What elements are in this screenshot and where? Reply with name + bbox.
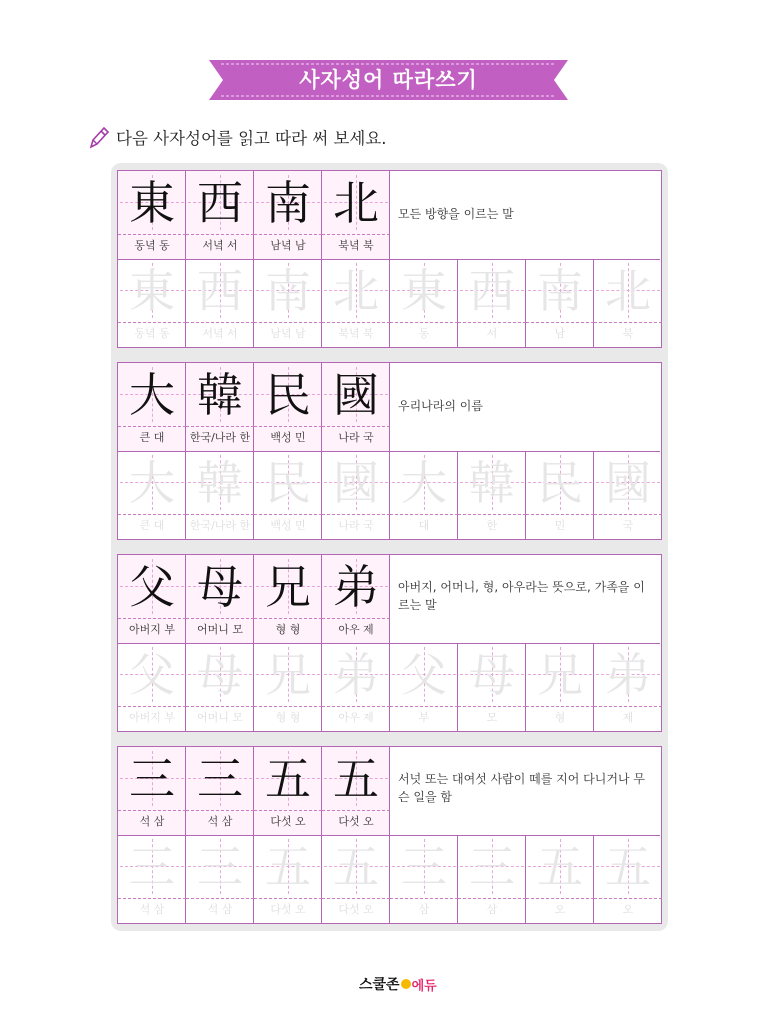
hanja-reading: 석 삼 [207, 815, 233, 828]
trace-reading: 한국/나라 한 [189, 519, 251, 532]
model-cell [322, 747, 390, 835]
trace-cell[interactable] [186, 451, 254, 539]
model-row [118, 747, 660, 836]
trace-row [118, 835, 660, 923]
trace-char: 國 [333, 456, 379, 510]
trace-cell[interactable] [118, 259, 186, 347]
hanja-char: 東 [129, 176, 175, 230]
trace-char: 父 [401, 648, 447, 702]
trace-cell[interactable] [186, 835, 254, 923]
trace-char: 父 [129, 648, 175, 702]
hanja-reading: 한국/나라 한 [189, 431, 251, 444]
model-row [118, 171, 660, 260]
trace-cell[interactable] [458, 643, 526, 731]
hanja-reading: 아우 제 [338, 623, 374, 636]
trace-hint: 국 [622, 519, 634, 532]
trace-char: 南 [537, 264, 583, 318]
trace-char: 國 [605, 456, 651, 510]
trace-hint: 부 [418, 711, 430, 724]
trace-cell[interactable] [390, 643, 458, 731]
trace-reading: 서녘 서 [202, 327, 238, 340]
trace-char: 大 [129, 456, 175, 510]
trace-char: 東 [129, 264, 175, 318]
idiom-block-4 [117, 746, 662, 924]
trace-cell[interactable] [186, 643, 254, 731]
trace-cell[interactable] [390, 451, 458, 539]
trace-cell[interactable] [118, 451, 186, 539]
trace-cell[interactable] [186, 259, 254, 347]
trace-cell[interactable] [458, 835, 526, 923]
trace-reading: 큰 대 [139, 519, 165, 532]
trace-cell[interactable] [526, 835, 594, 923]
trace-hint: 모 [486, 711, 498, 724]
trace-char: 東 [401, 264, 447, 318]
model-cell [186, 555, 254, 643]
pencil-icon [88, 125, 110, 149]
model-cell [322, 363, 390, 451]
trace-hint: 남 [554, 327, 566, 340]
trace-cell[interactable] [458, 451, 526, 539]
hanja-reading: 형 형 [275, 623, 301, 636]
logo-text-right: 에듀 [411, 978, 437, 994]
trace-char: 五 [537, 840, 583, 894]
model-cell [254, 747, 322, 835]
hanja-reading: 남녘 남 [270, 239, 306, 252]
trace-hint: 삼 [418, 903, 430, 916]
hanja-reading: 다섯 오 [338, 815, 374, 828]
idiom-meaning: 아버지, 어머니, 형, 아우라는 뜻으로, 가족을 이르는 말 [398, 580, 645, 612]
trace-char: 大 [401, 456, 447, 510]
model-cell [322, 555, 390, 643]
hanja-reading: 석 삼 [139, 815, 165, 828]
trace-cell[interactable] [118, 643, 186, 731]
title-ribbon [209, 57, 568, 103]
trace-cell[interactable] [594, 835, 662, 923]
trace-cell[interactable] [526, 259, 594, 347]
idiom-block-3 [117, 554, 662, 732]
hanja-char: 西 [197, 176, 243, 230]
trace-char: 民 [537, 456, 583, 510]
trace-char: 三 [401, 840, 447, 894]
hanja-reading: 큰 대 [139, 431, 165, 444]
hanja-reading: 서녘 서 [202, 239, 238, 252]
sun-icon [401, 979, 411, 989]
model-row [118, 555, 660, 644]
hanja-char: 民 [265, 368, 311, 422]
model-cell [254, 171, 322, 259]
hanja-char: 三 [197, 752, 243, 806]
hanja-char: 南 [265, 176, 311, 230]
trace-hint: 민 [554, 519, 566, 532]
trace-hint: 동 [418, 327, 430, 340]
trace-cell[interactable] [594, 259, 662, 347]
model-cell [186, 747, 254, 835]
instruction-text: 다음 사자성어를 읽고 따라 써 보세요. [116, 129, 387, 148]
model-cell [186, 363, 254, 451]
trace-reading: 나라 국 [338, 519, 374, 532]
trace-reading: 아버지 부 [128, 711, 175, 724]
trace-char: 韓 [469, 456, 515, 510]
model-cell [118, 747, 186, 835]
hanja-reading: 다섯 오 [270, 815, 306, 828]
hanja-char: 大 [129, 368, 175, 422]
trace-char: 弟 [333, 648, 379, 702]
trace-char: 五 [333, 840, 379, 894]
trace-reading: 북녘 북 [338, 327, 374, 340]
hanja-char: 父 [129, 560, 175, 614]
trace-cell[interactable] [390, 259, 458, 347]
model-cell [254, 555, 322, 643]
trace-char: 兄 [537, 648, 583, 702]
trace-cell[interactable] [322, 259, 390, 347]
model-row [118, 363, 660, 452]
trace-hint: 대 [418, 519, 430, 532]
model-cell [322, 171, 390, 259]
trace-hint: 북 [622, 327, 634, 340]
trace-cell[interactable] [458, 259, 526, 347]
hanja-reading: 아버지 부 [128, 623, 175, 636]
trace-cell[interactable] [322, 835, 390, 923]
trace-reading: 다섯 오 [338, 903, 374, 916]
trace-cell[interactable] [254, 643, 322, 731]
hanja-char: 兄 [265, 560, 311, 614]
idiom-meaning: 모든 방향을 이르는 말 [398, 207, 514, 221]
trace-cell[interactable] [594, 451, 662, 539]
trace-hint: 오 [554, 903, 566, 916]
idiom-meaning: 서넛 또는 대여섯 사람이 떼를 지어 다니거나 무슨 일을 함 [398, 772, 645, 804]
trace-row [118, 451, 660, 539]
hanja-char: 五 [333, 752, 379, 806]
hanja-char: 弟 [333, 560, 379, 614]
trace-char: 西 [197, 264, 243, 318]
idiom-block-1 [117, 170, 662, 348]
trace-cell[interactable] [322, 451, 390, 539]
trace-reading: 형 형 [275, 711, 301, 724]
trace-reading: 아우 제 [338, 711, 374, 724]
hanja-char: 五 [265, 752, 311, 806]
hanja-reading: 나라 국 [338, 431, 374, 444]
trace-char: 母 [469, 648, 515, 702]
trace-reading: 석 삼 [207, 903, 233, 916]
trace-reading: 다섯 오 [270, 903, 306, 916]
trace-cell[interactable] [526, 451, 594, 539]
model-cell [118, 555, 186, 643]
trace-char: 民 [265, 456, 311, 510]
trace-cell[interactable] [254, 835, 322, 923]
trace-reading: 석 삼 [139, 903, 165, 916]
trace-char: 弟 [605, 648, 651, 702]
trace-reading: 동녘 동 [134, 327, 170, 340]
page-title: 사자성어 따라쓰기 [299, 68, 478, 92]
trace-cell[interactable] [526, 643, 594, 731]
trace-row [118, 259, 660, 347]
idiom-block-2 [117, 362, 662, 540]
hanja-char: 韓 [197, 368, 243, 422]
trace-char: 五 [265, 840, 311, 894]
trace-cell[interactable] [254, 451, 322, 539]
trace-reading: 남녘 남 [270, 327, 306, 340]
trace-char: 西 [469, 264, 515, 318]
trace-row [118, 643, 660, 731]
trace-char: 兄 [265, 648, 311, 702]
trace-cell[interactable] [254, 259, 322, 347]
trace-cell[interactable] [322, 643, 390, 731]
hanja-char: 母 [197, 560, 243, 614]
hanja-char: 北 [333, 176, 379, 230]
hanja-reading: 어머니 모 [196, 623, 243, 636]
hanja-char: 國 [333, 368, 379, 422]
hanja-reading: 백성 민 [270, 431, 306, 444]
trace-cell[interactable] [594, 643, 662, 731]
trace-char: 三 [129, 840, 175, 894]
trace-hint: 서 [486, 327, 498, 340]
trace-char: 三 [197, 840, 243, 894]
worksheet [111, 163, 668, 931]
trace-hint: 제 [622, 711, 634, 724]
model-cell [118, 171, 186, 259]
instruction [88, 124, 387, 150]
hanja-char: 三 [129, 752, 175, 806]
trace-hint: 형 [554, 711, 566, 724]
model-cell [186, 171, 254, 259]
model-cell [118, 363, 186, 451]
trace-char: 三 [469, 840, 515, 894]
trace-cell[interactable] [390, 835, 458, 923]
trace-char: 北 [605, 264, 651, 318]
publisher-logo [359, 973, 437, 995]
trace-char: 韓 [197, 456, 243, 510]
trace-char: 南 [265, 264, 311, 318]
logo-text-left: 스쿨존 [359, 977, 400, 993]
idiom-meaning: 우리나라의 이름 [398, 399, 483, 413]
trace-reading: 어머니 모 [196, 711, 243, 724]
trace-reading: 백성 민 [270, 519, 306, 532]
hanja-reading: 동녘 동 [134, 239, 170, 252]
hanja-reading: 북녘 북 [338, 239, 374, 252]
model-cell [254, 363, 322, 451]
trace-hint: 삼 [486, 903, 498, 916]
trace-char: 母 [197, 648, 243, 702]
trace-char: 北 [333, 264, 379, 318]
trace-hint: 오 [622, 903, 634, 916]
trace-hint: 한 [486, 519, 498, 532]
trace-cell[interactable] [118, 835, 186, 923]
trace-char: 五 [605, 840, 651, 894]
